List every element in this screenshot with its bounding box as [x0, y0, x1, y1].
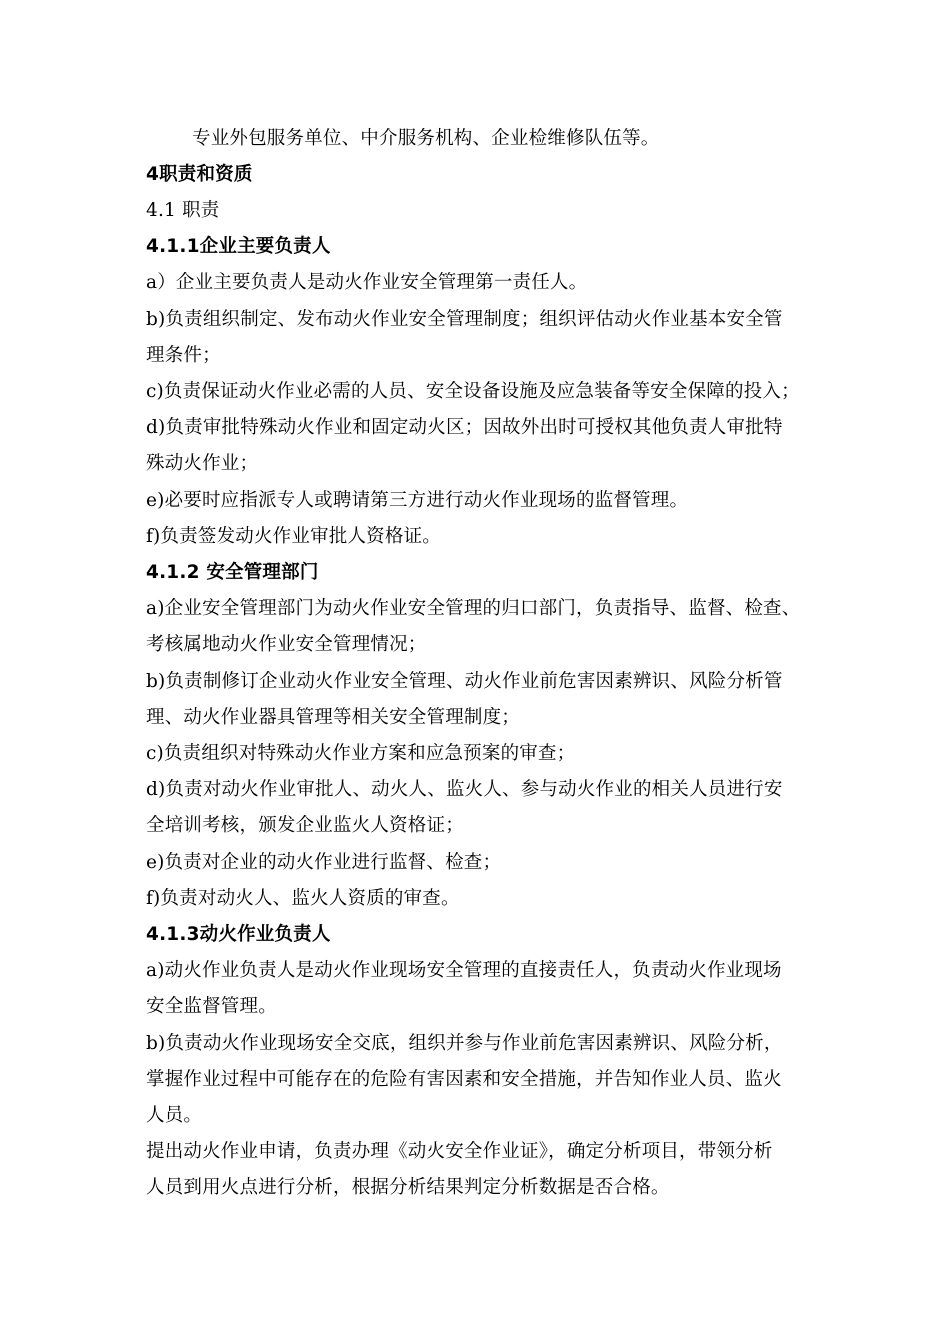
list-item-continuation: 掌握作业过程中可能存在的危险有害因素和安全措施，并告知作业人员、监火: [146, 1069, 782, 1090]
list-item-continuation: 理条件；: [146, 345, 221, 366]
subsection-heading: 4.1.1企业主要负责人: [146, 236, 331, 257]
list-item: f)负责签发动火作业审批人资格证。: [146, 526, 441, 547]
list-item: a)企业安全管理部门为动火作业安全管理的归口部门，负责指导、监督、检查、: [146, 598, 801, 619]
list-item: b)负责组织制定、发布动火作业安全管理制度；组织评估动火作业基本安全管: [146, 309, 783, 330]
subsection-heading: 4.1.2 安全管理部门: [146, 562, 319, 583]
list-item-continuation: 人员。: [146, 1105, 203, 1126]
list-item-continuation: 安全监督管理。: [146, 996, 277, 1017]
subsection-heading: 4.1 职责: [146, 200, 220, 221]
paragraph-line: 专业外包服务单位、中介服务机构、企业检维修队伍等。: [192, 128, 660, 149]
list-item-continuation: 殊动火作业；: [146, 453, 259, 474]
list-item: e)必要时应指派专人或聘请第三方进行动火作业现场的监督管理。: [146, 490, 689, 511]
list-item: d)负责对动火作业审批人、动火人、监火人、参与动火作业的相关人员进行安: [146, 779, 783, 800]
section-heading: 4职责和资质: [146, 164, 253, 185]
list-item: d)负责审批特殊动火作业和固定动火区；因故外出时可授权其他负责人审批特: [146, 417, 783, 438]
subsection-heading: 4.1.3动火作业负责人: [146, 924, 331, 945]
list-item: b)负责动火作业现场安全交底，组织并参与作业前危害因素辨识、风险分析，: [146, 1033, 783, 1054]
list-item: c)负责保证动火作业必需的人员、安全设备设施及应急装备等安全保障的投入；: [146, 381, 800, 402]
paragraph-line: 提出动火作业申请，负责办理《动火安全作业证》，确定分析项目，带领分析: [146, 1141, 773, 1162]
list-item-continuation: 理、动火作业器具管理等相关安全管理制度；: [146, 707, 521, 728]
list-item: b)负责制修订企业动火作业安全管理、动火作业前危害因素辨识、风险分析管: [146, 671, 783, 692]
list-item-continuation: 全培训考核，颁发企业监火人资格证；: [146, 815, 464, 836]
list-item: e)负责对企业的动火作业进行监督、检查；: [146, 852, 502, 873]
list-item: f)负责对动火人、监火人资质的审查。: [146, 888, 460, 909]
list-item: c)负责组织对特殊动火作业方案和应急预案的审查；: [146, 743, 576, 764]
list-item: a）企业主要负责人是动火作业安全管理第一责任人。: [146, 272, 588, 293]
list-item-continuation: 考核属地动火作业安全管理情况；: [146, 634, 427, 655]
list-item: a)动火作业负责人是动火作业现场安全管理的直接责任人，负责动火作业现场: [146, 960, 782, 981]
paragraph-line: 人员到用火点进行分析，根据分析结果判定分析数据是否合格。: [146, 1177, 670, 1198]
